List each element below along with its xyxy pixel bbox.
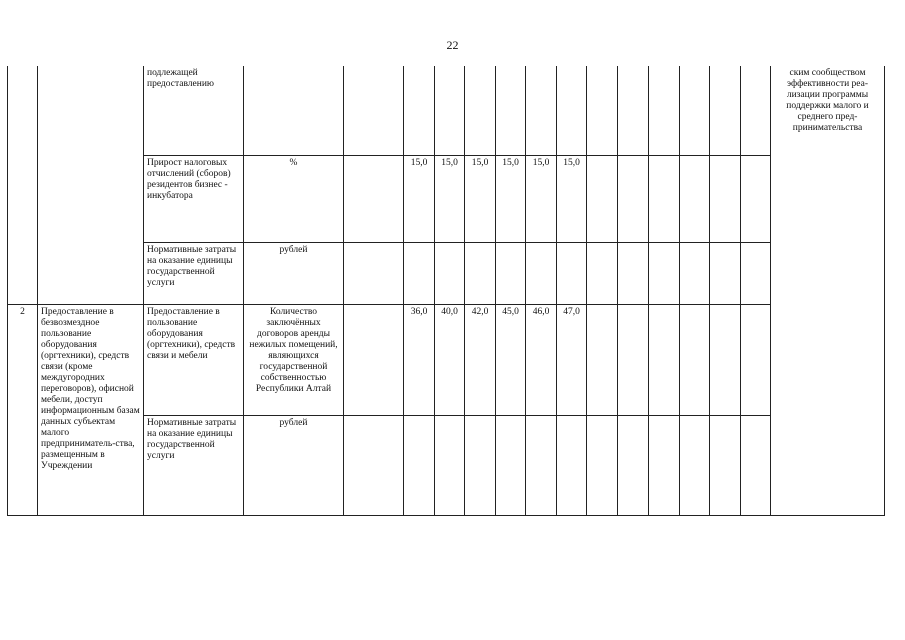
cell-value [557, 415, 587, 515]
cell-empty [741, 155, 771, 242]
cell-number: 2 [8, 304, 38, 515]
cell-empty [618, 304, 649, 415]
cell-value [526, 415, 557, 515]
cell-empty [741, 304, 771, 415]
cell-empty [344, 242, 404, 304]
cell-empty [710, 242, 741, 304]
cell-empty [344, 66, 404, 155]
cell-empty [741, 66, 771, 155]
cell-empty [741, 415, 771, 515]
cell-value [496, 66, 526, 155]
cell-empty [618, 415, 649, 515]
cell-empty [587, 304, 618, 415]
cell-value [496, 415, 526, 515]
cell-number [8, 66, 38, 304]
cell-empty [680, 242, 710, 304]
cell-value: 15,0 [526, 155, 557, 242]
cell-value [557, 242, 587, 304]
cell-value [404, 242, 435, 304]
cell-value [557, 66, 587, 155]
cell-empty [618, 66, 649, 155]
cell-empty [587, 155, 618, 242]
cell-unit [244, 66, 344, 155]
cell-empty [649, 155, 680, 242]
cell-unit: % [244, 155, 344, 242]
cell-empty [587, 242, 618, 304]
cell-empty [741, 242, 771, 304]
cell-empty [710, 66, 741, 155]
cell-value: 15,0 [404, 155, 435, 242]
cell-value: 45,0 [496, 304, 526, 415]
cell-empty [710, 415, 741, 515]
cell-value: 15,0 [465, 155, 496, 242]
cell-empty [680, 66, 710, 155]
cell-activity [38, 66, 144, 304]
cell-empty [649, 66, 680, 155]
cell-value [465, 242, 496, 304]
cell-empty [680, 155, 710, 242]
indicators-table [7, 66, 885, 516]
cell-indicator: Нормативные затраты на оказание единицы государственной услуги [144, 242, 244, 304]
cell-value [526, 242, 557, 304]
cell-empty [710, 155, 741, 242]
cell-empty [649, 304, 680, 415]
cell-value [404, 66, 435, 155]
cell-unit: рублей [244, 242, 344, 304]
cell-value [526, 66, 557, 155]
cell-value [435, 242, 465, 304]
cell-empty [649, 415, 680, 515]
cell-empty [618, 242, 649, 304]
cell-unit: рублей [244, 415, 344, 515]
cell-value: 47,0 [557, 304, 587, 415]
cell-indicator: Прирост налоговых отчислений (сборов) резидентов бизнес - инкубатора [144, 155, 244, 242]
cell-empty [618, 155, 649, 242]
cell-indicator: подлежащей предоставлению [144, 66, 244, 155]
cell-empty [344, 155, 404, 242]
cell-right-note: ским сообществом эффективности реа-лизации программы поддержки малого и среднего пред-принимательства [771, 66, 885, 515]
cell-value: 15,0 [557, 155, 587, 242]
cell-empty [344, 304, 404, 415]
cell-value: 40,0 [435, 304, 465, 415]
cell-empty [680, 304, 710, 415]
cell-value: 42,0 [465, 304, 496, 415]
cell-indicator: Предоставление в пользование оборудования (оргтехники), средств связи и мебели [144, 304, 244, 415]
cell-value [465, 66, 496, 155]
table-row [8, 66, 885, 155]
table-row [8, 304, 885, 415]
cell-activity: Предоставление в безвозмездное пользование оборудования (оргтехники), средств связи (кроме междугородних переговоров), офисной мебели, доступ информационным базам данных субъектам малого предприниматель-ства, размещенным в Учреждении [38, 304, 144, 515]
cell-empty [587, 66, 618, 155]
cell-empty [344, 415, 404, 515]
cell-value: 15,0 [435, 155, 465, 242]
cell-value [465, 415, 496, 515]
cell-value [404, 415, 435, 515]
page-number: 22 [446, 38, 459, 52]
cell-value [435, 66, 465, 155]
cell-empty [680, 415, 710, 515]
cell-value [435, 415, 465, 515]
cell-empty [649, 242, 680, 304]
cell-empty [587, 415, 618, 515]
cell-value: 15,0 [496, 155, 526, 242]
cell-empty [710, 304, 741, 415]
cell-indicator: Нормативные затраты на оказание единицы государственной услуги [144, 415, 244, 515]
cell-value [496, 242, 526, 304]
cell-value: 36,0 [404, 304, 435, 415]
cell-value: 46,0 [526, 304, 557, 415]
cell-unit: Количество заключённых договоров аренды нежилых помещений, являющихся государственной собственностью Республики Алтай [244, 304, 344, 415]
